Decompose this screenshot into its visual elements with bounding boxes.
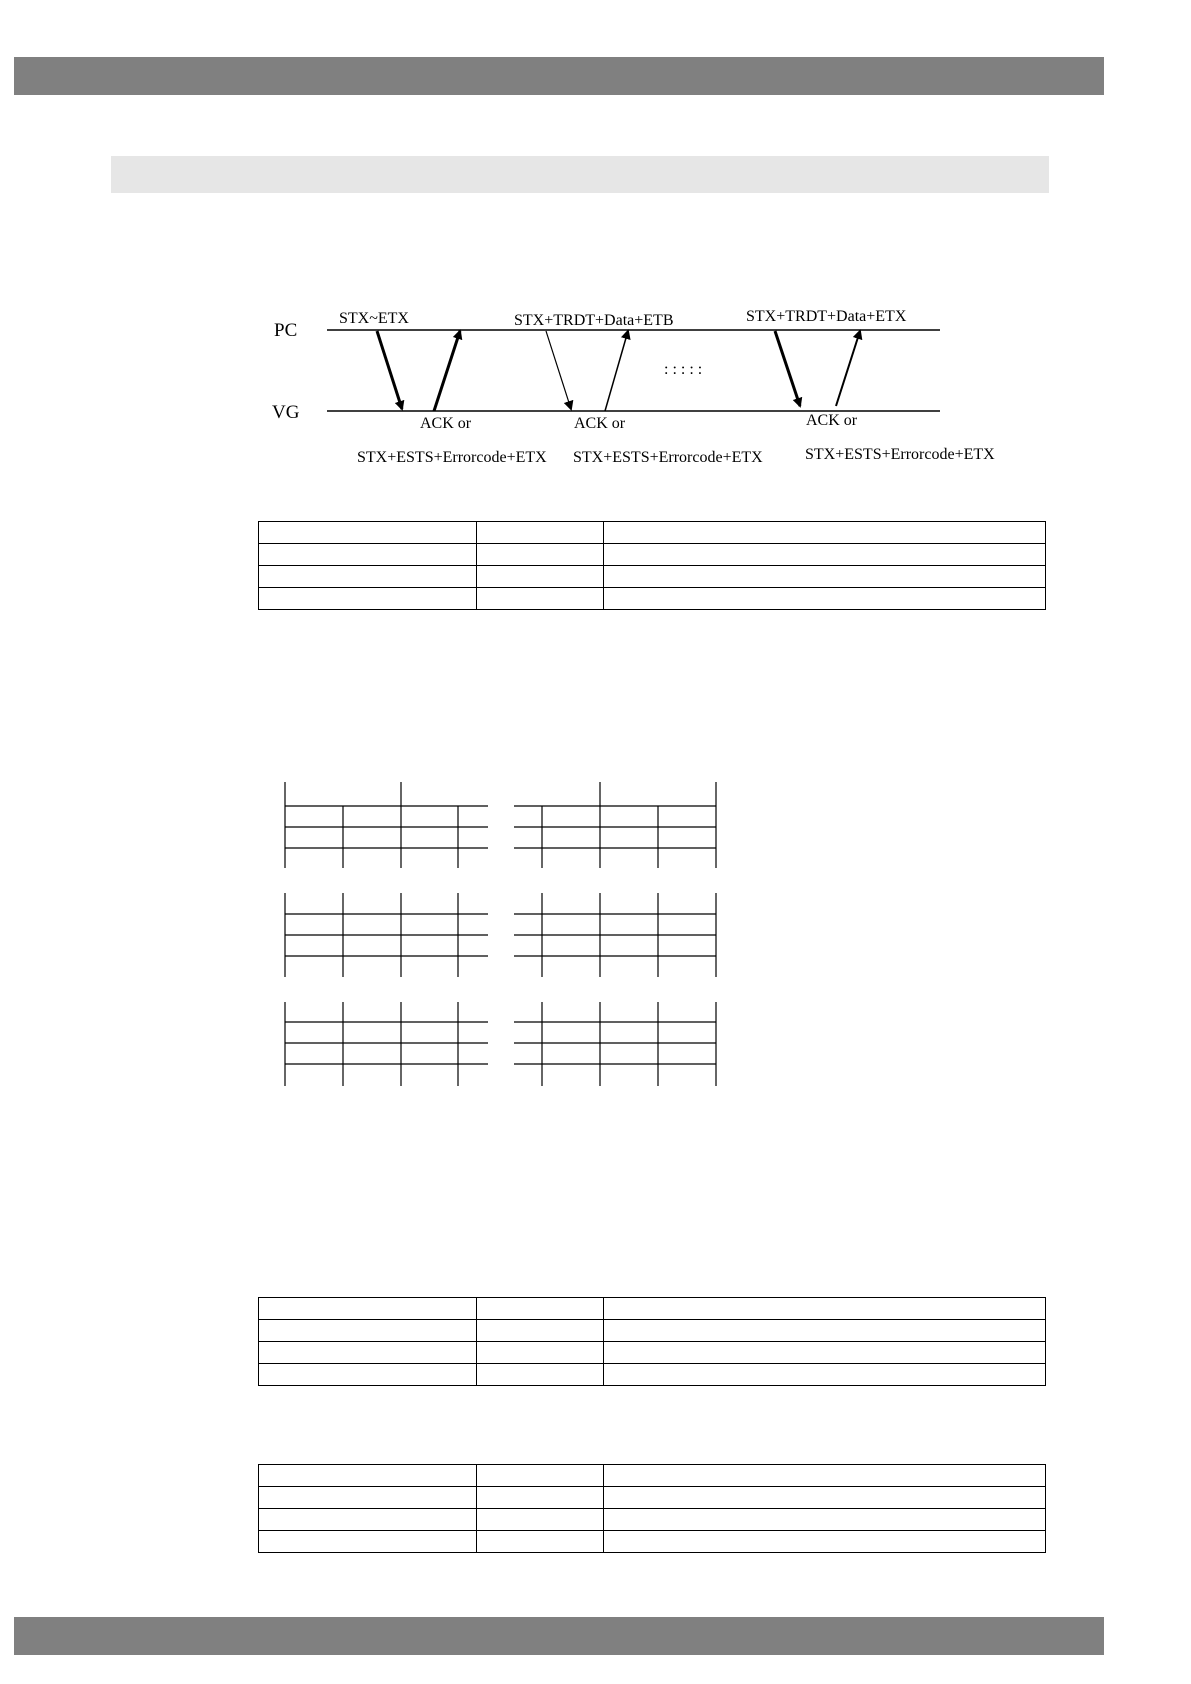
up-arrow [836, 331, 860, 406]
message-label: STX~ETX [339, 310, 409, 327]
spec-table-1 [258, 521, 1046, 610]
header-bar [14, 57, 1104, 95]
section-heading-band [111, 156, 1049, 193]
up-arrow [434, 331, 460, 411]
response-label: STX+ESTS+Errorcode+ETX [357, 449, 547, 466]
message-label: STX+TRDT+Data+ETX [746, 308, 907, 325]
spec-table-2 [258, 1297, 1046, 1386]
down-arrow [377, 331, 402, 409]
spec-table-3 [258, 1464, 1046, 1553]
pc-label: PC [274, 320, 298, 341]
up-arrow [605, 331, 628, 411]
down-arrow [775, 331, 800, 406]
message-label: STX+TRDT+Data+ETB [514, 312, 674, 329]
ack-label: ACK or [806, 412, 858, 429]
ack-label: ACK or [420, 415, 472, 432]
vg-label: VG [272, 402, 300, 423]
frame-structure-grid [285, 782, 716, 1086]
continuation-ellipsis: : : : : : [664, 361, 703, 378]
ack-label: ACK or [574, 415, 626, 432]
response-label: STX+ESTS+Errorcode+ETX [573, 449, 763, 466]
footer-bar [14, 1617, 1104, 1655]
down-arrow [546, 331, 571, 409]
response-label: STX+ESTS+Errorcode+ETX [805, 446, 995, 463]
